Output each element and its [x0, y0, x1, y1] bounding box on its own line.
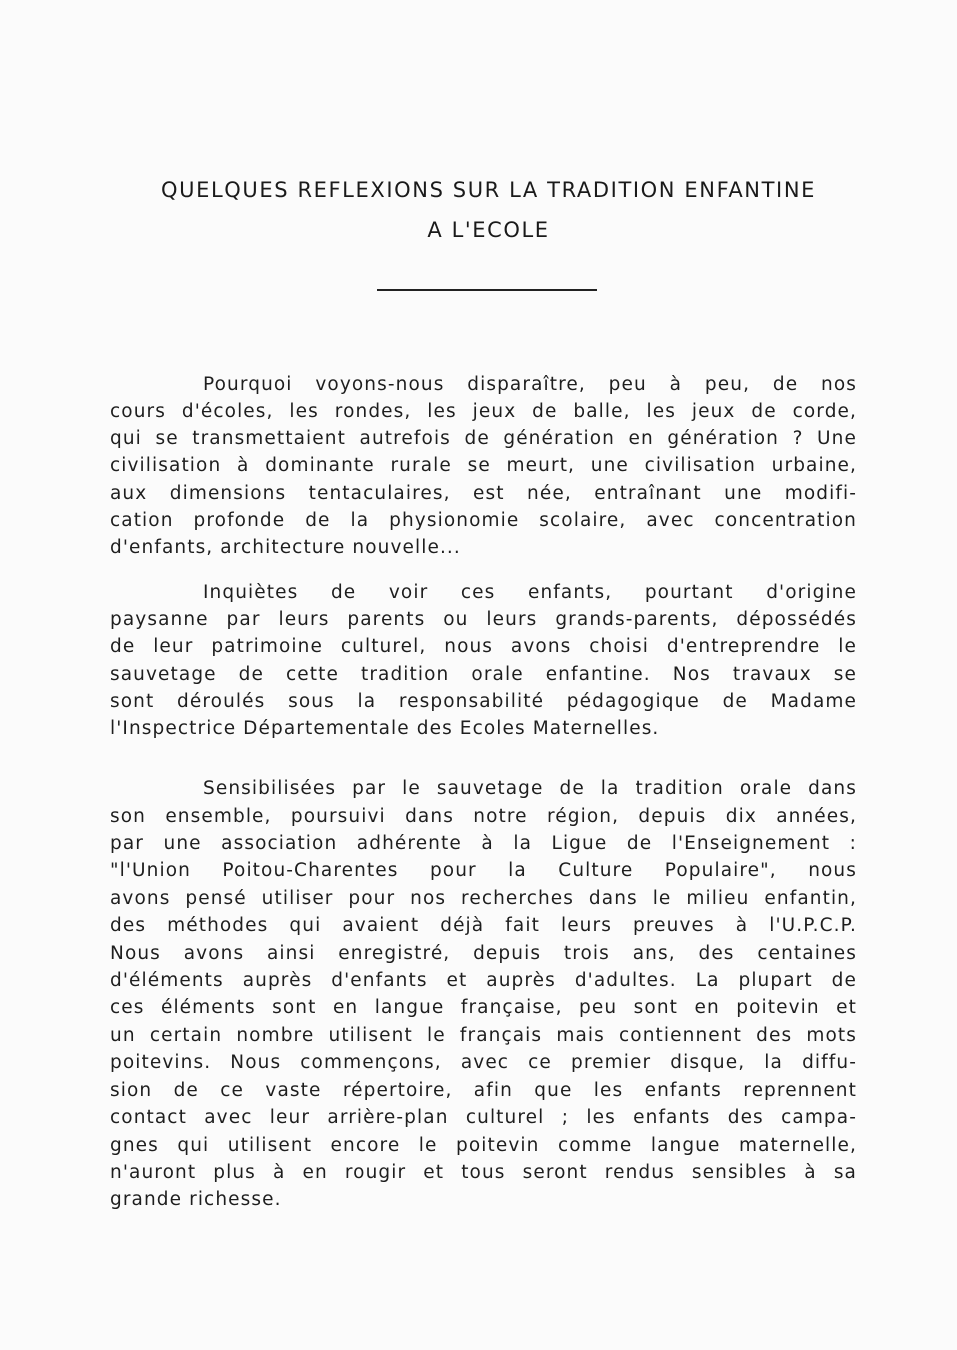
- text-line: Nous avons ainsi enregistré, depuis trois ans, des centaines: [110, 943, 857, 964]
- text-line: "l'Union Poitou-Charentes pour la Culture Populaire", nous: [110, 860, 857, 881]
- text-line: ces éléments sont en langue française, peu sont en poitevin et: [110, 997, 857, 1018]
- text-line: sion de ce vaste répertoire, afin que les enfants reprennent: [110, 1080, 857, 1101]
- text-line: d'éléments auprès d'enfants et auprès d'adultes. La plupart de: [110, 970, 857, 991]
- text-line: des méthodes qui avaient déjà fait leurs preuves à l'U.P.C.P.: [110, 915, 857, 936]
- text-line: de leur patrimoine culturel, nous avons choisi d'entreprendre le: [110, 636, 857, 657]
- page-title-line-2: A L'ECOLE: [427, 218, 550, 242]
- text-line: cours d'écoles, les rondes, les jeux de balle, les jeux de corde,: [110, 401, 857, 422]
- text-line: aux dimensions tentaculaires, est née, entraînant une modifi-: [110, 483, 857, 504]
- text-line: qui se transmettaient autrefois de génération en génération ? Une: [110, 428, 857, 449]
- text-line: cation profonde de la physionomie scolaire, avec concentration: [110, 510, 857, 531]
- text-line: gnes qui utilisent encore le poitevin comme langue maternelle,: [110, 1135, 857, 1156]
- text-line: sauvetage de cette tradition orale enfantine. Nos travaux se: [110, 664, 857, 685]
- text-line: par une association adhérente à la Ligue de l'Enseignement :: [110, 833, 857, 854]
- text-line: Pourquoi voyons-nous disparaître, peu à peu, de nos: [203, 374, 857, 395]
- text-line: n'auront plus à en rougir et tous seront rendus sensibles à sa: [110, 1162, 857, 1183]
- text-line: d'enfants, architecture nouvelle...: [110, 537, 461, 558]
- text-line: civilisation à dominante rurale se meurt, une civilisation urbaine,: [110, 455, 857, 476]
- text-line: l'Inspectrice Départementale des Ecoles Maternelles.: [110, 718, 660, 739]
- text-line: un certain nombre utilisent le français mais contiennent des mots: [110, 1025, 857, 1046]
- text-line: son ensemble, poursuivi dans notre région, depuis dix années,: [110, 806, 857, 827]
- text-line: paysanne par leurs parents ou leurs grands-parents, dépossédés: [110, 609, 857, 630]
- text-line: Inquiètes de voir ces enfants, pourtant d'origine: [203, 582, 857, 603]
- text-line: grande richesse.: [110, 1189, 282, 1210]
- title-divider: [377, 289, 597, 291]
- text-line: contact avec leur arrière-plan culturel ; les enfants des campa-: [110, 1107, 857, 1128]
- page-title-line-1: QUELQUES REFLEXIONS SUR LA TRADITION ENFANTINE: [161, 178, 816, 202]
- text-line: Sensibilisées par le sauvetage de la tradition orale dans: [203, 778, 857, 799]
- text-line: poitevins. Nous commençons, avec ce premier disque, la diffu-: [110, 1052, 857, 1073]
- text-line: avons pensé utiliser pour nos recherches dans le milieu enfantin,: [110, 888, 857, 909]
- text-line: sont déroulés sous la responsabilité pédagogique de Madame: [110, 691, 857, 712]
